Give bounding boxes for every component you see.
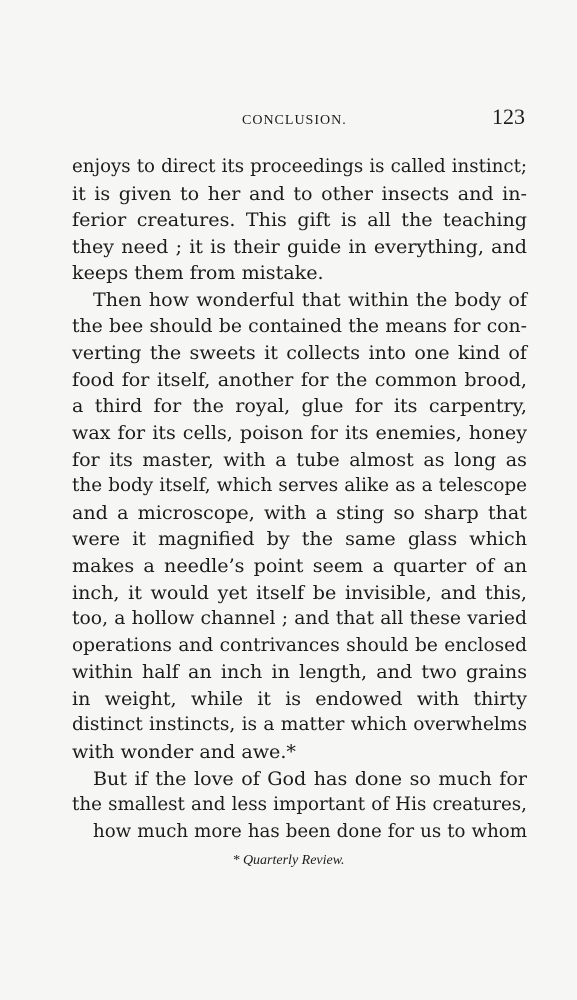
text-line: too, a hollow channel ; and that all these varied [72,608,527,630]
text-line: how much more has been done for us to whom [93,820,527,842]
page-number: 123 [492,104,525,129]
text-line: operations and contrivances should be enclosed [72,634,527,656]
text-line: Then how wonderful that within the body of [93,287,527,311]
running-head: CONCLUSION. [242,113,347,128]
text-line: the smallest and less important of His creatures, [72,794,527,816]
text-line: makes a needle’s point seem a quarter of an [72,553,527,577]
text-line: a third for the royal, glue for its carpentry, [72,394,527,418]
text-line: it is given to her and to other insects and in- [72,181,527,205]
text-line: the body itself, which serves alike as a telescope [72,475,527,497]
text-line: in weight, while it is endowed with thirty [72,686,527,710]
text-line: they need ; it is their guide in everything, and [72,234,527,258]
text-line: and a microscope, with a sting so sharp that [72,500,527,524]
text-line: verting the sweets it collects into one kind of [72,341,527,365]
text-line: wax for its cells, poison for its enemies, honey [72,420,527,444]
text-line: distinct instincts, is a matter which overwhelms [72,714,527,736]
text-line: But if the love of God has done so much for [93,766,527,790]
text-line: were it magnified by the same glass which [72,527,527,551]
text-line: food for itself, another for the common brood, [72,367,527,391]
text-line: for its master, with a tube almost as long as [72,447,527,471]
text-line: the bee should be contained the means for con- [72,315,527,337]
text-line: within half an inch in length, and two grains [72,660,527,684]
body-text [72,154,527,845]
text-line: enjoys to direct its proceedings is called instinct; [72,156,527,177]
page-header [72,104,527,138]
text-line: with wonder and awe.* [72,740,296,764]
text-line: keeps them from mistake. [72,261,324,285]
text-line: ferior creatures. This gift is all the teaching [72,208,527,232]
footnote: * Quarterly Review. [232,853,345,868]
text-line: inch, it would yet itself be invisible, and this, [72,580,527,604]
